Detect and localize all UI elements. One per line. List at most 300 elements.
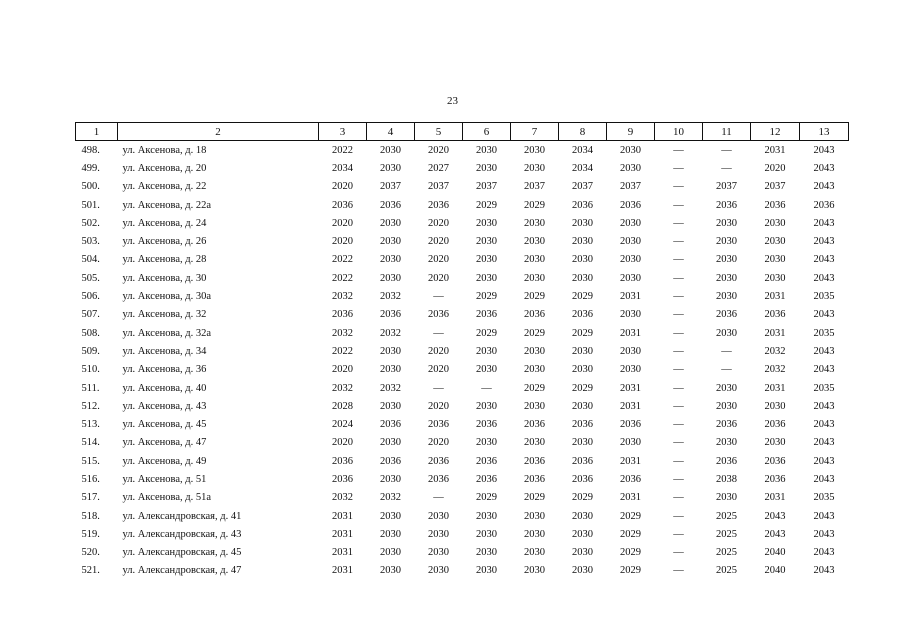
year-cell: 2030 — [524, 162, 545, 174]
table-body — [76, 141, 849, 581]
year-cell: 2036 — [428, 419, 449, 431]
year-cell: 2025 — [716, 565, 737, 577]
table-row — [76, 470, 849, 488]
year-cell: 2030 — [428, 547, 449, 559]
year-cell: 2035 — [813, 492, 835, 504]
year-cell: 2043 — [813, 510, 835, 522]
year-cell: 2030 — [524, 510, 545, 522]
year-cell: 2022 — [332, 272, 353, 284]
year-cell: 2037 — [716, 181, 737, 193]
year-cell: 2031 — [620, 400, 641, 412]
table-row — [76, 507, 849, 525]
row-number: 519. — [81, 528, 100, 540]
column-header: 2 — [118, 123, 319, 141]
year-cell: 2030 — [572, 547, 593, 559]
column-header: 6 — [463, 123, 511, 141]
year-cell: — — [433, 382, 444, 394]
year-cell: — — [433, 327, 444, 339]
year-cell: 2036 — [572, 419, 593, 431]
year-cell: 2030 — [524, 272, 545, 284]
year-cell: 2030 — [380, 565, 401, 577]
year-cell: 2036 — [572, 473, 593, 485]
year-cell: 2037 — [764, 181, 786, 193]
year-cell: — — [673, 473, 684, 485]
year-cell: 2036 — [332, 473, 353, 485]
table-row — [76, 415, 849, 433]
year-cell: 2030 — [716, 327, 737, 339]
year-cell: 2036 — [332, 455, 353, 467]
table-header-row — [76, 123, 849, 141]
year-cell: 2020 — [332, 217, 353, 229]
year-cell: 2043 — [813, 236, 835, 248]
year-cell: 2036 — [380, 419, 401, 431]
column-header: 8 — [559, 123, 607, 141]
year-cell: 2036 — [524, 309, 545, 321]
year-cell: 2036 — [380, 199, 401, 211]
table-row — [76, 397, 849, 415]
year-cell: 2038 — [716, 473, 737, 485]
year-cell: 2029 — [476, 327, 497, 339]
year-cell: 2030 — [572, 565, 593, 577]
year-cell: 2031 — [332, 528, 353, 540]
row-number: 515. — [81, 455, 100, 467]
year-cell: 2043 — [813, 528, 835, 540]
year-cell: 2022 — [332, 254, 353, 266]
address-cell: ул. Аксенова, д. 30а — [122, 291, 212, 303]
year-cell: 2036 — [716, 419, 737, 431]
year-cell: — — [673, 510, 684, 522]
year-cell: 2020 — [332, 236, 353, 248]
year-cell: — — [673, 217, 684, 229]
year-cell: 2030 — [716, 236, 737, 248]
year-cell: 2036 — [476, 419, 497, 431]
address-cell: ул. Александровская, д. 47 — [122, 565, 242, 577]
year-cell: 2032 — [332, 492, 353, 504]
year-cell: 2029 — [572, 327, 593, 339]
table-row — [76, 379, 849, 397]
year-cell: 2030 — [428, 528, 449, 540]
year-cell: 2036 — [524, 419, 545, 431]
address-cell: ул. Аксенова, д. 45 — [122, 419, 207, 431]
year-cell: 2037 — [572, 181, 593, 193]
column-header: 11 — [703, 123, 751, 141]
year-cell: — — [673, 181, 684, 193]
year-cell: 2030 — [476, 528, 497, 540]
year-cell: 2030 — [476, 437, 497, 449]
year-cell: 2031 — [332, 565, 353, 577]
year-cell: 2031 — [764, 492, 786, 504]
year-cell: 2031 — [764, 327, 786, 339]
year-cell: 2036 — [572, 199, 593, 211]
table-row — [76, 489, 849, 507]
year-cell: 2030 — [572, 400, 593, 412]
year-cell: 2030 — [764, 254, 786, 266]
year-cell: — — [673, 547, 684, 559]
year-cell: 2020 — [332, 364, 353, 376]
year-cell: 2036 — [764, 473, 786, 485]
year-cell: 2034 — [572, 162, 593, 174]
year-cell: 2030 — [764, 272, 786, 284]
year-cell: 2030 — [620, 254, 641, 266]
address-cell: ул. Александровская, д. 41 — [122, 510, 242, 522]
year-cell: 2043 — [813, 181, 835, 193]
schedule-table — [75, 122, 849, 580]
year-cell: 2037 — [620, 181, 641, 193]
year-cell: 2030 — [524, 254, 545, 266]
row-number: 503. — [81, 236, 100, 248]
year-cell: 2036 — [524, 473, 545, 485]
year-cell: 2030 — [380, 345, 401, 357]
year-cell: 2025 — [716, 547, 737, 559]
year-cell: 2030 — [524, 364, 545, 376]
year-cell: 2030 — [572, 217, 593, 229]
year-cell: 2030 — [572, 254, 593, 266]
year-cell: 2030 — [716, 492, 737, 504]
table-row — [76, 214, 849, 232]
table-row — [76, 452, 849, 470]
year-cell: 2030 — [716, 272, 737, 284]
row-number: 501. — [81, 199, 100, 211]
year-cell: 2043 — [813, 272, 835, 284]
year-cell: 2030 — [476, 547, 497, 559]
year-cell: 2030 — [620, 217, 641, 229]
year-cell: 2030 — [380, 364, 401, 376]
year-cell: 2030 — [428, 510, 449, 522]
year-cell: 2029 — [524, 199, 545, 211]
year-cell: 2029 — [620, 565, 641, 577]
table-row — [76, 434, 849, 452]
year-cell: 2036 — [764, 455, 786, 467]
year-cell: 2043 — [813, 309, 835, 321]
year-cell: 2043 — [813, 547, 835, 559]
address-cell: ул. Аксенова, д. 32 — [122, 309, 207, 321]
year-cell: — — [673, 162, 684, 174]
year-cell: 2030 — [524, 345, 545, 357]
year-cell: 2036 — [813, 199, 835, 211]
year-cell: 2030 — [716, 291, 737, 303]
year-cell: 2022 — [332, 345, 353, 357]
address-cell: ул. Аксенова, д. 18 — [122, 144, 207, 156]
year-cell: 2032 — [380, 327, 401, 339]
year-cell: 2036 — [524, 455, 545, 467]
column-header: 10 — [655, 123, 703, 141]
year-cell: 2029 — [476, 291, 497, 303]
year-cell: 2032 — [332, 327, 353, 339]
year-cell: 2029 — [476, 199, 497, 211]
row-number: 520. — [81, 547, 100, 559]
year-cell: 2030 — [572, 236, 593, 248]
year-cell: 2024 — [332, 419, 353, 431]
year-cell: — — [433, 291, 444, 303]
year-cell: 2036 — [380, 309, 401, 321]
table-row — [76, 306, 849, 324]
year-cell: 2030 — [476, 217, 497, 229]
year-cell: 2040 — [764, 547, 786, 559]
year-cell: 2043 — [813, 345, 835, 357]
year-cell: 2043 — [813, 364, 835, 376]
year-cell: 2030 — [380, 437, 401, 449]
year-cell: 2032 — [764, 364, 786, 376]
year-cell: 2029 — [572, 291, 593, 303]
year-cell: 2036 — [716, 455, 737, 467]
year-cell: 2035 — [813, 327, 835, 339]
year-cell: 2030 — [572, 272, 593, 284]
address-cell: ул. Аксенова, д. 40 — [122, 382, 207, 394]
year-cell: 2031 — [764, 144, 786, 156]
year-cell: 2030 — [380, 473, 401, 485]
column-header: 4 — [367, 123, 415, 141]
row-number: 500. — [81, 181, 100, 193]
year-cell: 2030 — [524, 437, 545, 449]
year-cell: 2030 — [380, 236, 401, 248]
year-cell: 2027 — [428, 162, 449, 174]
year-cell: 2020 — [428, 144, 449, 156]
address-cell: ул. Аксенова, д. 34 — [122, 345, 207, 357]
row-number: 502. — [81, 217, 100, 229]
table-row — [76, 159, 849, 177]
year-cell: 2037 — [380, 181, 401, 193]
year-cell: — — [673, 419, 684, 431]
year-cell: 2020 — [764, 162, 786, 174]
row-number: 510. — [81, 364, 100, 376]
year-cell: 2030 — [524, 217, 545, 229]
row-number: 508. — [81, 327, 100, 339]
year-cell: 2030 — [764, 217, 786, 229]
year-cell: 2030 — [764, 236, 786, 248]
year-cell: 2030 — [380, 547, 401, 559]
year-cell: 2037 — [476, 181, 497, 193]
year-cell: 2043 — [813, 473, 835, 485]
year-cell: — — [673, 291, 684, 303]
table-row — [76, 324, 849, 342]
year-cell: 2030 — [380, 144, 401, 156]
year-cell: 2020 — [332, 181, 353, 193]
year-cell: 2029 — [620, 547, 641, 559]
year-cell: 2043 — [813, 437, 835, 449]
year-cell: — — [673, 309, 684, 321]
table-row — [76, 562, 849, 580]
year-cell: 2029 — [524, 327, 545, 339]
row-number: 517. — [81, 492, 100, 504]
year-cell: 2030 — [380, 510, 401, 522]
year-cell: 2030 — [380, 254, 401, 266]
year-cell: 2031 — [620, 382, 641, 394]
year-cell: 2032 — [380, 382, 401, 394]
year-cell: 2020 — [428, 400, 449, 412]
year-cell: 2030 — [380, 400, 401, 412]
year-cell: — — [673, 144, 684, 156]
year-cell: 2036 — [764, 199, 786, 211]
column-header: 12 — [751, 123, 800, 141]
year-cell: 2030 — [620, 162, 641, 174]
address-cell: ул. Александровская, д. 45 — [122, 547, 242, 559]
table-row — [76, 196, 849, 214]
address-cell: ул. Аксенова, д. 49 — [122, 455, 207, 467]
year-cell: 2043 — [813, 565, 835, 577]
year-cell: — — [673, 345, 684, 357]
year-cell: 2037 — [524, 181, 545, 193]
row-number: 498. — [81, 144, 100, 156]
year-cell: 2043 — [813, 254, 835, 266]
row-number: 507. — [81, 309, 100, 321]
year-cell: — — [673, 528, 684, 540]
column-header: 9 — [607, 123, 655, 141]
year-cell: 2030 — [476, 254, 497, 266]
address-cell: ул. Аксенова, д. 47 — [122, 437, 207, 449]
year-cell: 2030 — [524, 528, 545, 540]
year-cell: 2036 — [620, 473, 641, 485]
year-cell: 2040 — [764, 565, 786, 577]
year-cell: 2030 — [716, 437, 737, 449]
year-cell: 2036 — [428, 199, 449, 211]
year-cell: 2043 — [813, 217, 835, 229]
year-cell: 2030 — [716, 217, 737, 229]
year-cell: 2030 — [620, 236, 641, 248]
column-header: 3 — [319, 123, 367, 141]
year-cell: 2043 — [764, 510, 786, 522]
year-cell: 2029 — [572, 382, 593, 394]
address-cell: ул. Александровская, д. 43 — [122, 528, 242, 540]
year-cell: 2020 — [428, 254, 449, 266]
year-cell: 2030 — [572, 510, 593, 522]
year-cell: 2030 — [572, 345, 593, 357]
year-cell: 2035 — [813, 382, 835, 394]
year-cell: 2036 — [572, 455, 593, 467]
year-cell: 2036 — [764, 309, 786, 321]
year-cell: 2020 — [428, 272, 449, 284]
year-cell: 2031 — [620, 327, 641, 339]
year-cell: 2031 — [620, 291, 641, 303]
year-cell: 2030 — [572, 364, 593, 376]
address-cell: ул. Аксенова, д. 26 — [122, 236, 207, 248]
year-cell: 2029 — [620, 528, 641, 540]
table-row — [76, 525, 849, 543]
table-row — [76, 287, 849, 305]
year-cell: 2032 — [764, 345, 786, 357]
year-cell: — — [673, 437, 684, 449]
year-cell: — — [721, 364, 732, 376]
year-cell: 2030 — [764, 400, 786, 412]
year-cell: — — [673, 199, 684, 211]
year-cell: 2032 — [332, 291, 353, 303]
year-cell: 2030 — [524, 144, 545, 156]
row-number: 513. — [81, 419, 100, 431]
address-cell: ул. Аксенова, д. 51а — [122, 492, 212, 504]
year-cell: 2030 — [380, 217, 401, 229]
year-cell: 2030 — [380, 272, 401, 284]
year-cell: — — [721, 345, 732, 357]
year-cell: 2036 — [716, 199, 737, 211]
year-cell: — — [673, 254, 684, 266]
year-cell: 2036 — [620, 419, 641, 431]
year-cell: — — [673, 236, 684, 248]
row-number: 505. — [81, 272, 100, 284]
table-row — [76, 342, 849, 360]
year-cell: 2030 — [620, 144, 641, 156]
year-cell: 2043 — [813, 162, 835, 174]
address-cell: ул. Аксенова, д. 32а — [122, 327, 212, 339]
address-cell: ул. Аксенова, д. 51 — [122, 473, 207, 485]
year-cell: 2030 — [476, 565, 497, 577]
year-cell: 2029 — [572, 492, 593, 504]
year-cell: 2032 — [380, 492, 401, 504]
year-cell: 2029 — [620, 510, 641, 522]
year-cell: 2030 — [476, 345, 497, 357]
year-cell: 2030 — [428, 565, 449, 577]
year-cell: 2030 — [620, 272, 641, 284]
year-cell: 2035 — [813, 291, 835, 303]
row-number: 512. — [81, 400, 100, 412]
year-cell: — — [673, 327, 684, 339]
year-cell: 2029 — [524, 492, 545, 504]
year-cell: 2036 — [476, 473, 497, 485]
column-header: 13 — [800, 123, 849, 141]
year-cell: 2030 — [476, 364, 497, 376]
year-cell: 2030 — [524, 565, 545, 577]
year-cell: 2043 — [813, 455, 835, 467]
year-cell: 2036 — [428, 455, 449, 467]
year-cell: 2029 — [476, 492, 497, 504]
row-number: 511. — [81, 382, 100, 394]
year-cell: 2036 — [476, 309, 497, 321]
table-row — [76, 361, 849, 379]
year-cell: — — [673, 400, 684, 412]
year-cell: 2036 — [620, 199, 641, 211]
row-number: 504. — [81, 254, 100, 266]
year-cell: 2043 — [813, 400, 835, 412]
year-cell: 2030 — [476, 144, 497, 156]
year-cell: 2030 — [476, 510, 497, 522]
year-cell: 2020 — [332, 437, 353, 449]
column-header: 1 — [76, 123, 118, 141]
row-number: 516. — [81, 473, 100, 485]
table-row — [76, 251, 849, 269]
year-cell: 2034 — [572, 144, 593, 156]
year-cell: 2034 — [332, 162, 353, 174]
year-cell: 2037 — [428, 181, 449, 193]
year-cell: 2032 — [332, 382, 353, 394]
year-cell: 2030 — [476, 400, 497, 412]
year-cell: — — [673, 565, 684, 577]
year-cell: 2030 — [524, 236, 545, 248]
year-cell: 2036 — [380, 455, 401, 467]
year-cell: 2043 — [813, 144, 835, 156]
year-cell: 2030 — [620, 309, 641, 321]
year-cell: 2029 — [524, 291, 545, 303]
year-cell: 2036 — [476, 455, 497, 467]
year-cell: 2032 — [380, 291, 401, 303]
year-cell: 2030 — [572, 528, 593, 540]
year-cell: — — [673, 382, 684, 394]
year-cell: 2030 — [476, 272, 497, 284]
year-cell: 2043 — [764, 528, 786, 540]
year-cell: 2036 — [764, 419, 786, 431]
year-cell: 2029 — [524, 382, 545, 394]
address-cell: ул. Аксенова, д. 20 — [122, 162, 207, 174]
year-cell: 2031 — [620, 455, 641, 467]
year-cell: — — [673, 272, 684, 284]
row-number: 521. — [81, 565, 100, 577]
address-cell: ул. Аксенова, д. 22 — [122, 181, 207, 193]
year-cell: 2030 — [620, 364, 641, 376]
year-cell: 2020 — [428, 364, 449, 376]
table-row — [76, 141, 849, 160]
year-cell: 2030 — [476, 236, 497, 248]
year-cell: 2036 — [428, 309, 449, 321]
year-cell: 2030 — [620, 345, 641, 357]
row-number: 518. — [81, 510, 100, 522]
column-header: 7 — [511, 123, 559, 141]
